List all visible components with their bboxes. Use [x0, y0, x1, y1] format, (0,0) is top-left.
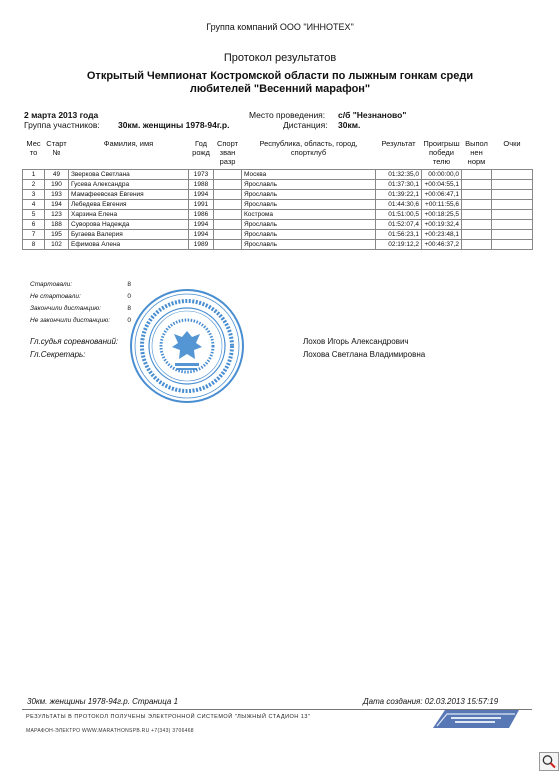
table-row: [23, 200, 533, 210]
cell-points: [492, 220, 533, 230]
cell-place: 6: [23, 220, 45, 230]
cell-start: 123: [45, 210, 69, 220]
col-name-header: Фамилия, имя: [103, 139, 154, 148]
cell-gap: +00:46:37,2: [422, 240, 462, 250]
not-finished-label: Не закончили дистанцию:: [30, 317, 111, 324]
cell-region: Ярославль: [242, 200, 376, 210]
cell-start: 49: [45, 170, 69, 180]
table-row: [23, 190, 533, 200]
not-finished-value: 0: [127, 317, 131, 324]
cell-year: 1988: [189, 180, 214, 190]
cell-norm: [462, 180, 492, 190]
col-start-header: Старт №: [46, 139, 67, 157]
cell-points: [492, 240, 533, 250]
event-title-line1: Открытый Чемпионат Костромской области по лыжным гонкам среди: [86, 70, 474, 82]
col-region-header: Республика, область, город, спортклуб: [259, 139, 358, 157]
distance-value: 30км.: [338, 120, 361, 130]
col-gap-header: Проигрыш победи телю: [423, 139, 460, 166]
cell-name: Ефимова Алена: [69, 240, 189, 250]
cell-name: Суворова Надежда: [69, 220, 189, 230]
cell-region: Ярославль: [242, 180, 376, 190]
table-row: [23, 210, 533, 220]
cell-rank: [214, 200, 242, 210]
cell-year: 1973: [189, 170, 214, 180]
cell-start: 193: [45, 190, 69, 200]
cell-result: 01:32:35,0: [376, 170, 422, 180]
col-result-header: Результат: [381, 139, 416, 148]
cell-place: 1: [23, 170, 45, 180]
cell-region: Ярославль: [242, 220, 376, 230]
started-value: 8: [127, 281, 131, 288]
cell-year: 1994: [189, 190, 214, 200]
cell-name: Бугаева Валерия: [69, 230, 189, 240]
marathon-logo-icon: [431, 706, 523, 732]
zoom-magnifier-icon[interactable]: [539, 752, 559, 771]
cell-rank: [214, 230, 242, 240]
document-title: Протокол результатов: [223, 52, 337, 64]
cell-year: 1986: [189, 210, 214, 220]
cell-result: 01:52:07,4: [376, 220, 422, 230]
distance-label: Дистанция:: [283, 120, 328, 130]
cell-place: 7: [23, 230, 45, 240]
cell-result: 01:44:30,6: [376, 200, 422, 210]
footer-created-date: Дата создания: 02.03.2013 15:57:19: [363, 697, 499, 706]
cell-norm: [462, 170, 492, 180]
cell-norm: [462, 200, 492, 210]
cell-start: 194: [45, 200, 69, 210]
cell-year: 1989: [189, 240, 214, 250]
not-started-value: 0: [127, 293, 131, 300]
round-seal-icon: [128, 287, 246, 405]
venue-label: Место проведения:: [249, 110, 326, 120]
cell-norm: [462, 240, 492, 250]
table-row: [23, 240, 533, 250]
cell-place: 4: [23, 200, 45, 210]
finished-label: Закончили дистанцию:: [30, 305, 101, 312]
table-row: [23, 220, 533, 230]
cell-start: 190: [45, 180, 69, 190]
cell-gap: 00:00:00,0: [422, 170, 462, 180]
cell-year: 1991: [189, 200, 214, 210]
cell-points: [492, 180, 533, 190]
results-table: [22, 138, 533, 250]
chief-judge-name: Лохов Игорь Александрович: [303, 337, 409, 346]
col-place-header: Мес то: [26, 139, 41, 157]
cell-start: 102: [45, 240, 69, 250]
cell-rank: [214, 220, 242, 230]
group-label: Группа участников:: [24, 120, 100, 130]
cell-gap: +00:23:48,1: [422, 230, 462, 240]
chief-secretary-name: Лохова Светлана Владимировна: [303, 350, 426, 359]
cell-result: 01:37:30,1: [376, 180, 422, 190]
cell-gap: +00:04:55,1: [422, 180, 462, 190]
cell-points: [492, 230, 533, 240]
table-row: [23, 170, 533, 180]
signature-names: [303, 335, 425, 361]
cell-gap: +00:06:47,1: [422, 190, 462, 200]
cell-year: 1994: [189, 230, 214, 240]
cell-place: 2: [23, 180, 45, 190]
cell-points: [492, 210, 533, 220]
cell-region: Москва: [242, 170, 376, 180]
footer-results-note: РЕЗУЛЬТАТЫ В ПРОТОКОЛ ПОЛУЧЕНЫ ЭЛЕКТРОННОЙ СИСТЕМОЙ "ЛЫЖНЫЙ СТАДИОН 13": [26, 714, 311, 720]
cell-rank: [214, 190, 242, 200]
venue-value: с/б "Незнаново": [338, 110, 407, 120]
cell-region: Ярославль: [242, 230, 376, 240]
cell-rank: [214, 170, 242, 180]
event-date: 2 марта 2013 года: [24, 110, 99, 120]
table-header-row: [23, 138, 533, 170]
cell-rank: [214, 180, 242, 190]
group-value: 30км. женщины 1978-94г.р.: [118, 120, 230, 130]
cell-rank: [214, 210, 242, 220]
cell-gap: +00:11:55,6: [422, 200, 462, 210]
not-started-label: Не стартовали:: [30, 293, 81, 300]
started-label: Стартовали:: [30, 281, 73, 288]
cell-rank: [214, 240, 242, 250]
table-row: [23, 230, 533, 240]
cell-gap: +00:18:25,5: [422, 210, 462, 220]
footer-contacts: МАРАФОН-ЭЛЕКТРО WWW.MARATHONSPB.RU +7(343) 3706468: [26, 728, 194, 734]
cell-points: [492, 190, 533, 200]
stats-labels: [30, 279, 110, 327]
footer-page-info: 30км. женщины 1978-94г.р. Страница 1: [27, 697, 179, 706]
cell-result: 02:19:12,2: [376, 240, 422, 250]
chief-judge-label: Гл.судья соревнований:: [30, 337, 119, 346]
cell-name: Гусева Александра: [69, 180, 189, 190]
cell-points: [492, 200, 533, 210]
company-name: Группа компаний ООО "ИННОТЕХ": [206, 22, 354, 32]
cell-norm: [462, 210, 492, 220]
cell-points: [492, 170, 533, 180]
cell-name: Зверкова Светлана: [69, 170, 189, 180]
cell-gap: +00:19:32,4: [422, 220, 462, 230]
cell-name: Харзина Елена: [69, 210, 189, 220]
cell-name: Лебедева Евгения: [69, 200, 189, 210]
cell-start: 195: [45, 230, 69, 240]
event-title-line2: любителей "Весенний марафон": [189, 83, 371, 95]
cell-norm: [462, 220, 492, 230]
cell-result: 01:39:22,1: [376, 190, 422, 200]
cell-norm: [462, 190, 492, 200]
cell-result: 01:51:00,5: [376, 210, 422, 220]
cell-result: 01:56:23,1: [376, 230, 422, 240]
cell-region: Ярославль: [242, 240, 376, 250]
cell-year: 1994: [189, 220, 214, 230]
cell-place: 8: [23, 240, 45, 250]
cell-name: Мамафеевская Евгения: [69, 190, 189, 200]
col-year-header: Год рожд: [192, 139, 210, 157]
event-title: [40, 70, 520, 96]
cell-norm: [462, 230, 492, 240]
cell-place: 3: [23, 190, 45, 200]
cell-place: 5: [23, 210, 45, 220]
signature-labels: [30, 335, 118, 361]
cell-region: Ярославль: [242, 190, 376, 200]
finished-value: 8: [127, 305, 131, 312]
col-points-header: Очки: [503, 139, 521, 148]
col-norm-header: Выпол нен норм: [465, 139, 488, 166]
chief-secretary-label: Гл.Секретарь:: [30, 350, 86, 359]
table-row: [23, 180, 533, 190]
col-rank-header: Спорт зван разр: [216, 139, 239, 166]
cell-start: 188: [45, 220, 69, 230]
cell-region: Кострома: [242, 210, 376, 220]
